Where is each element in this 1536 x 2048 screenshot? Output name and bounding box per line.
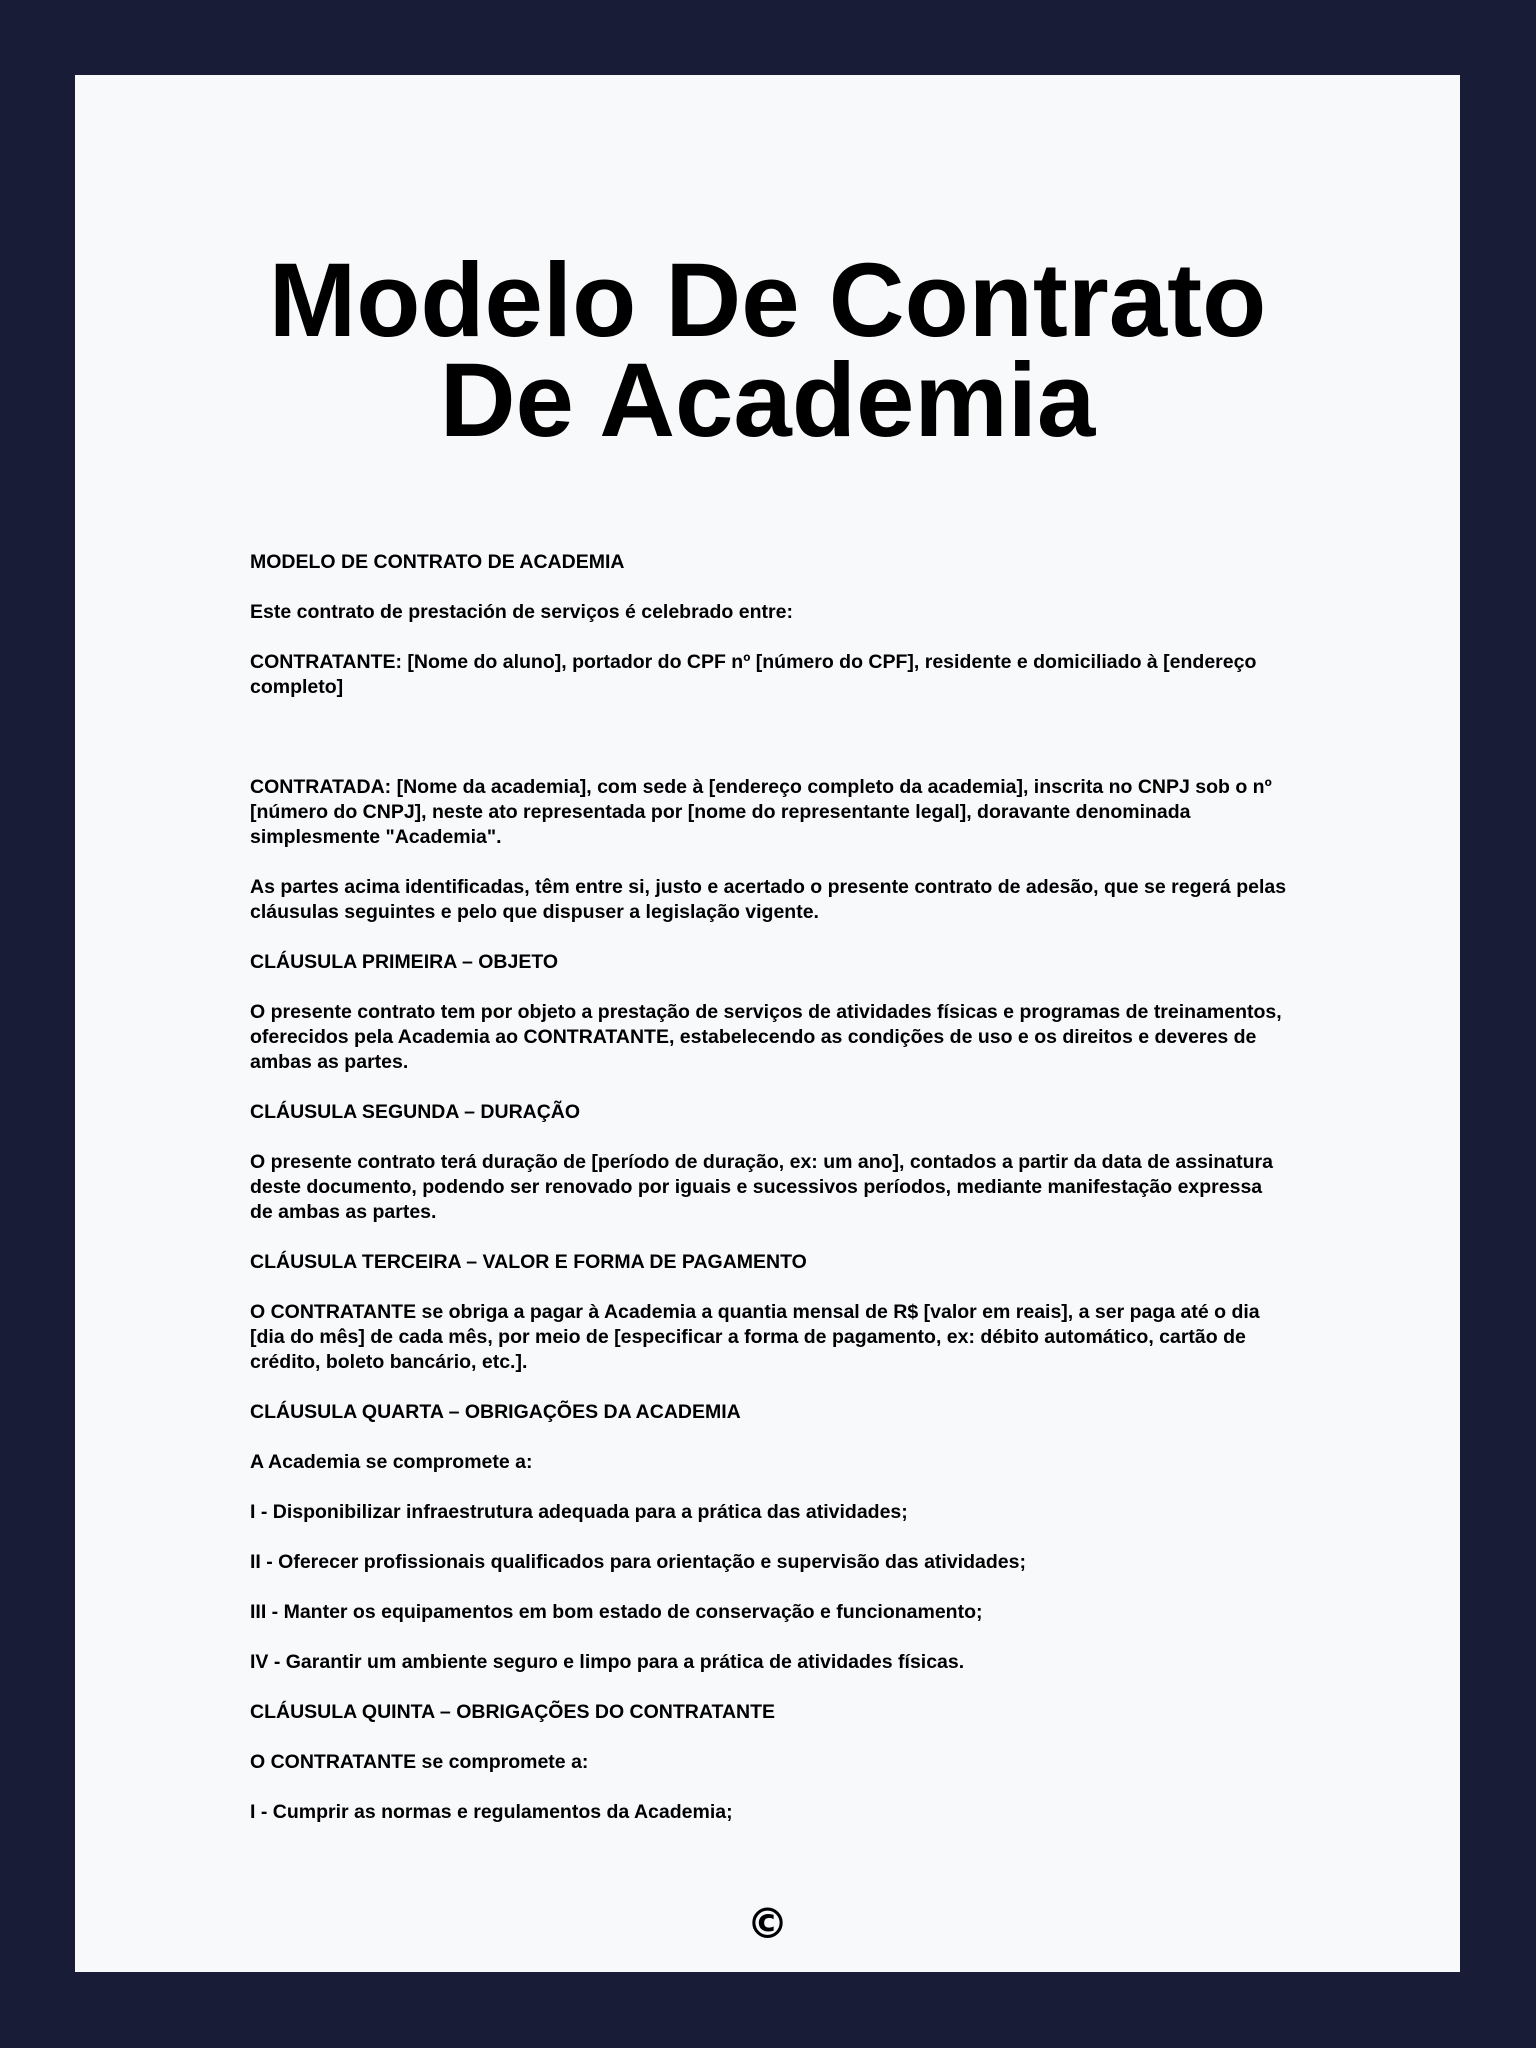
document-page: [75, 75, 1460, 1972]
copyright-icon: ©: [746, 1899, 789, 1948]
contratada-paragraph: CONTRATADA: [Nome da academia], com sede à [endereço completo da academia], inscrita no CNPJ sob o nº [número do CNPJ], neste ato representada por [nome do representante legal], doravante denominada simplesmente "Academia".: [250, 776, 1272, 848]
list-item: I - Disponibilizar infraestrutura adequada para a prática das atividades;: [250, 1501, 908, 1523]
clause-heading: CLÁUSULA QUARTA – OBRIGAÇÕES DA ACADEMIA: [250, 1401, 741, 1423]
document-body: [250, 550, 1290, 1850]
clause-heading: CLÁUSULA TERCEIRA – VALOR E FORMA DE PAGAMENTO: [250, 1251, 807, 1273]
list-item: III - Manter os equipamentos em bom estado de conservação e funcionamento;: [250, 1601, 983, 1623]
list-item: II - Oferecer profissionais qualificados para orientação e supervisão das atividades;: [250, 1551, 1026, 1573]
contratante-paragraph: CONTRATANTE: [Nome do aluno], portador do CPF nº [número do CPF], residente e domiciliado à [endereço completo]: [250, 651, 1257, 698]
parties-paragraph: As partes acima identificadas, têm entre si, justo e acertado o presente contrato de adesão, que se regerá pelas cláusulas seguintes e pelo que dispuser a legislação vigente.: [250, 876, 1287, 923]
list-item: I - Cumprir as normas e regulamentos da Academia;: [250, 1801, 733, 1823]
clause-heading: CLÁUSULA PRIMEIRA – OBJETO: [250, 951, 559, 973]
document-title: Modelo De Contrato De Academia: [268, 242, 1267, 459]
list-item: IV - Garantir um ambiente seguro e limpo para a prática de atividades físicas.: [250, 1651, 965, 1673]
clause-paragraph: O CONTRATANTE se obriga a pagar à Academia a quantia mensal de R$ [valor em reais], a ser paga até o dia [dia do mês] de cada mês, por meio de [especificar a forma de pagamento, ex: débito automático, cartão de crédito, boleto bancário, etc.].: [250, 1301, 1260, 1373]
clause-paragraph: A Academia se compromete a:: [250, 1451, 533, 1473]
clause-paragraph: O presente contrato terá duração de [período de duração, ex: um ano], contados a partir da data de assinatura deste documento, podendo ser renovado por iguais e sucessivos períodos, mediante manifestação expressa de ambas as partes.: [250, 1151, 1273, 1223]
intro-paragraph: Este contrato de prestación de serviços é celebrado entre:: [250, 601, 793, 623]
clause-heading: CLÁUSULA QUINTA – OBRIGAÇÕES DO CONTRATANTE: [250, 1701, 776, 1723]
clause-paragraph: O CONTRATANTE se compromete a:: [250, 1751, 589, 1773]
clause-heading: CLÁUSULA SEGUNDA – DURAÇÃO: [250, 1101, 581, 1123]
clause-paragraph: O presente contrato tem por objeto a prestação de serviços de atividades físicas e programas de treinamentos, oferecidos pela Academia ao CONTRATANTE, estabelecendo as condições de uso e os direitos e deveres de ambas as partes.: [250, 1001, 1282, 1073]
doc-heading: MODELO DE CONTRATO DE ACADEMIA: [250, 551, 625, 573]
